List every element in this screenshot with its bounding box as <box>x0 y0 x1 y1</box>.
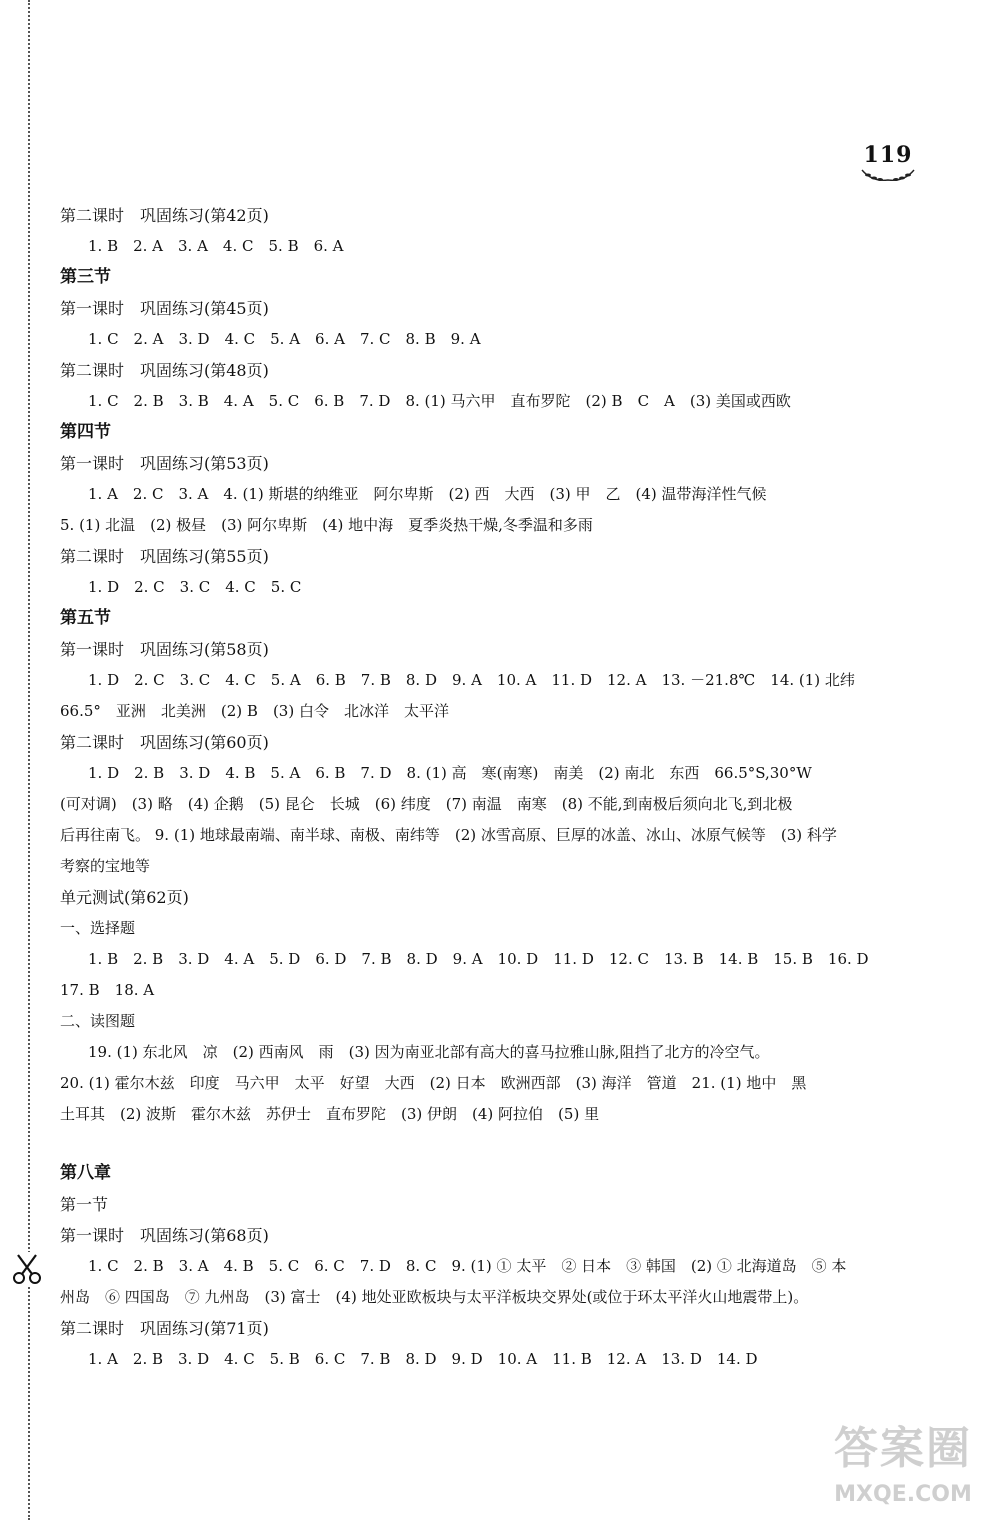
answer-line: 1. B 2. A 3. A 4. C 5. B 6. A <box>88 237 344 255</box>
scissors-icon <box>10 1252 44 1286</box>
section-heading: 第一课时 巩固练习(第58页) <box>60 640 269 659</box>
section-heading: 第一课时 巩固练习(第68页) <box>60 1226 269 1245</box>
section-heading: 单元测试(第62页) <box>60 888 189 907</box>
watermark-url: MXQE.COM <box>834 1482 972 1507</box>
answer-content <box>60 200 890 1375</box>
answer-line: 1. B 2. B 3. D 4. A 5. D 6. D 7. B 8. D 9. A 10. D 11. D 12. C 13. B 14. B 15. B 16. D <box>88 950 869 968</box>
answer-line: 后再往南飞。 9. (1) 地球最南端、南半球、南极、南纬等 (2) 冰雪高原、巨厚的冰盖、冰山、冰原气候等 (3) 科学 <box>60 826 837 844</box>
laurel-ornament-icon <box>858 166 918 184</box>
answer-line: 20. (1) 霍尔木兹 印度 马六甲 太平 好望 大西 (2) 日本 欧洲西部 (3) 海洋 管道 21. (1) 地中 黑 <box>60 1074 807 1092</box>
section-heading: 第五节 <box>60 608 111 628</box>
answer-line: 1. C 2. A 3. D 4. C 5. A 6. A 7. C 8. B 9. A <box>88 330 481 348</box>
section-heading: 第二课时 巩固练习(第42页) <box>60 206 269 225</box>
section-heading: 第一课时 巩固练习(第53页) <box>60 454 269 473</box>
answer-line: 19. (1) 东北风 凉 (2) 西南风 雨 (3) 因为南亚北部有高大的喜马拉雅山脉,阻挡了北方的冷空气。 <box>88 1043 770 1061</box>
section-heading: 第八章 <box>60 1163 111 1183</box>
section-heading: 第三节 <box>60 267 111 287</box>
section-heading: 第一节 <box>60 1195 109 1214</box>
section-heading: 第二课时 巩固练习(第48页) <box>60 361 269 380</box>
answer-line: 1. D 2. B 3. D 4. B 5. A 6. B 7. D 8. (1) 高 寒(南寒) 南美 (2) 南北 东西 66.5°S,30°W <box>88 764 812 782</box>
answer-line: (可对调) (3) 略 (4) 企鹅 (5) 昆仑 长城 (6) 纬度 (7) 南温 南寒 (8) 不能,到南极后须向北飞,到北极 <box>60 795 793 813</box>
page-number: 119 <box>863 142 913 168</box>
answer-line: 二、读图题 <box>60 1012 136 1030</box>
answer-line: 1. A 2. B 3. D 4. C 5. B 6. C 7. B 8. D 9. D 10. A 11. B 12. A 13. D 14. D <box>88 1350 758 1368</box>
answer-line: 1. A 2. C 3. A 4. (1) 斯堪的纳维亚 阿尔卑斯 (2) 西 大西 (3) 甲 乙 (4) 温带海洋性气候 <box>88 485 767 503</box>
answer-line: 5. (1) 北温 (2) 极昼 (3) 阿尔卑斯 (4) 地中海 夏季炎热干燥,冬季温和多雨 <box>60 516 593 534</box>
answer-line: 1. C 2. B 3. A 4. B 5. C 6. C 7. D 8. C 9. (1) ① 太平 ② 日本 ③ 韩国 (2) ① 北海道岛 ⑤ 本 <box>88 1257 847 1275</box>
answer-line: 66.5° 亚洲 北美洲 (2) B (3) 白令 北冰洋 太平洋 <box>60 702 449 720</box>
spacer <box>60 1130 890 1158</box>
answer-line: 1. D 2. C 3. C 4. C 5. C <box>88 578 302 596</box>
answer-line: 考察的宝地等 <box>60 857 151 875</box>
cut-line <box>28 0 30 1520</box>
answer-line: 一、选择题 <box>60 919 136 937</box>
answer-line: 土耳其 (2) 波斯 霍尔木兹 苏伊士 直布罗陀 (3) 伊朗 (4) 阿拉伯 (5) 里 <box>60 1105 600 1123</box>
section-heading: 第二课时 巩固练习(第55页) <box>60 547 269 566</box>
section-heading: 第四节 <box>60 422 111 442</box>
section-heading: 第一课时 巩固练习(第45页) <box>60 299 269 318</box>
watermark <box>818 1418 988 1512</box>
watermark-text: 答案圈 <box>834 1423 972 1474</box>
section-heading: 第二课时 巩固练习(第60页) <box>60 733 269 752</box>
answer-line: 1. C 2. B 3. B 4. A 5. C 6. B 7. D 8. (1) 马六甲 直布罗陀 (2) B C A (3) 美国或西欧 <box>88 392 791 410</box>
answer-line: 州岛 ⑥ 四国岛 ⑦ 九州岛 (3) 富士 (4) 地处亚欧板块与太平洋板块交界处(或位于环太平洋火山地震带上)。 <box>60 1288 809 1306</box>
section-heading: 第二课时 巩固练习(第71页) <box>60 1319 269 1338</box>
answer-line: 1. D 2. C 3. C 4. C 5. A 6. B 7. B 8. D 9. A 10. A 11. D 12. A 13. －21.8℃ 14. (1) 北纬 <box>88 671 855 689</box>
answer-line: 17. B 18. A <box>60 981 155 999</box>
